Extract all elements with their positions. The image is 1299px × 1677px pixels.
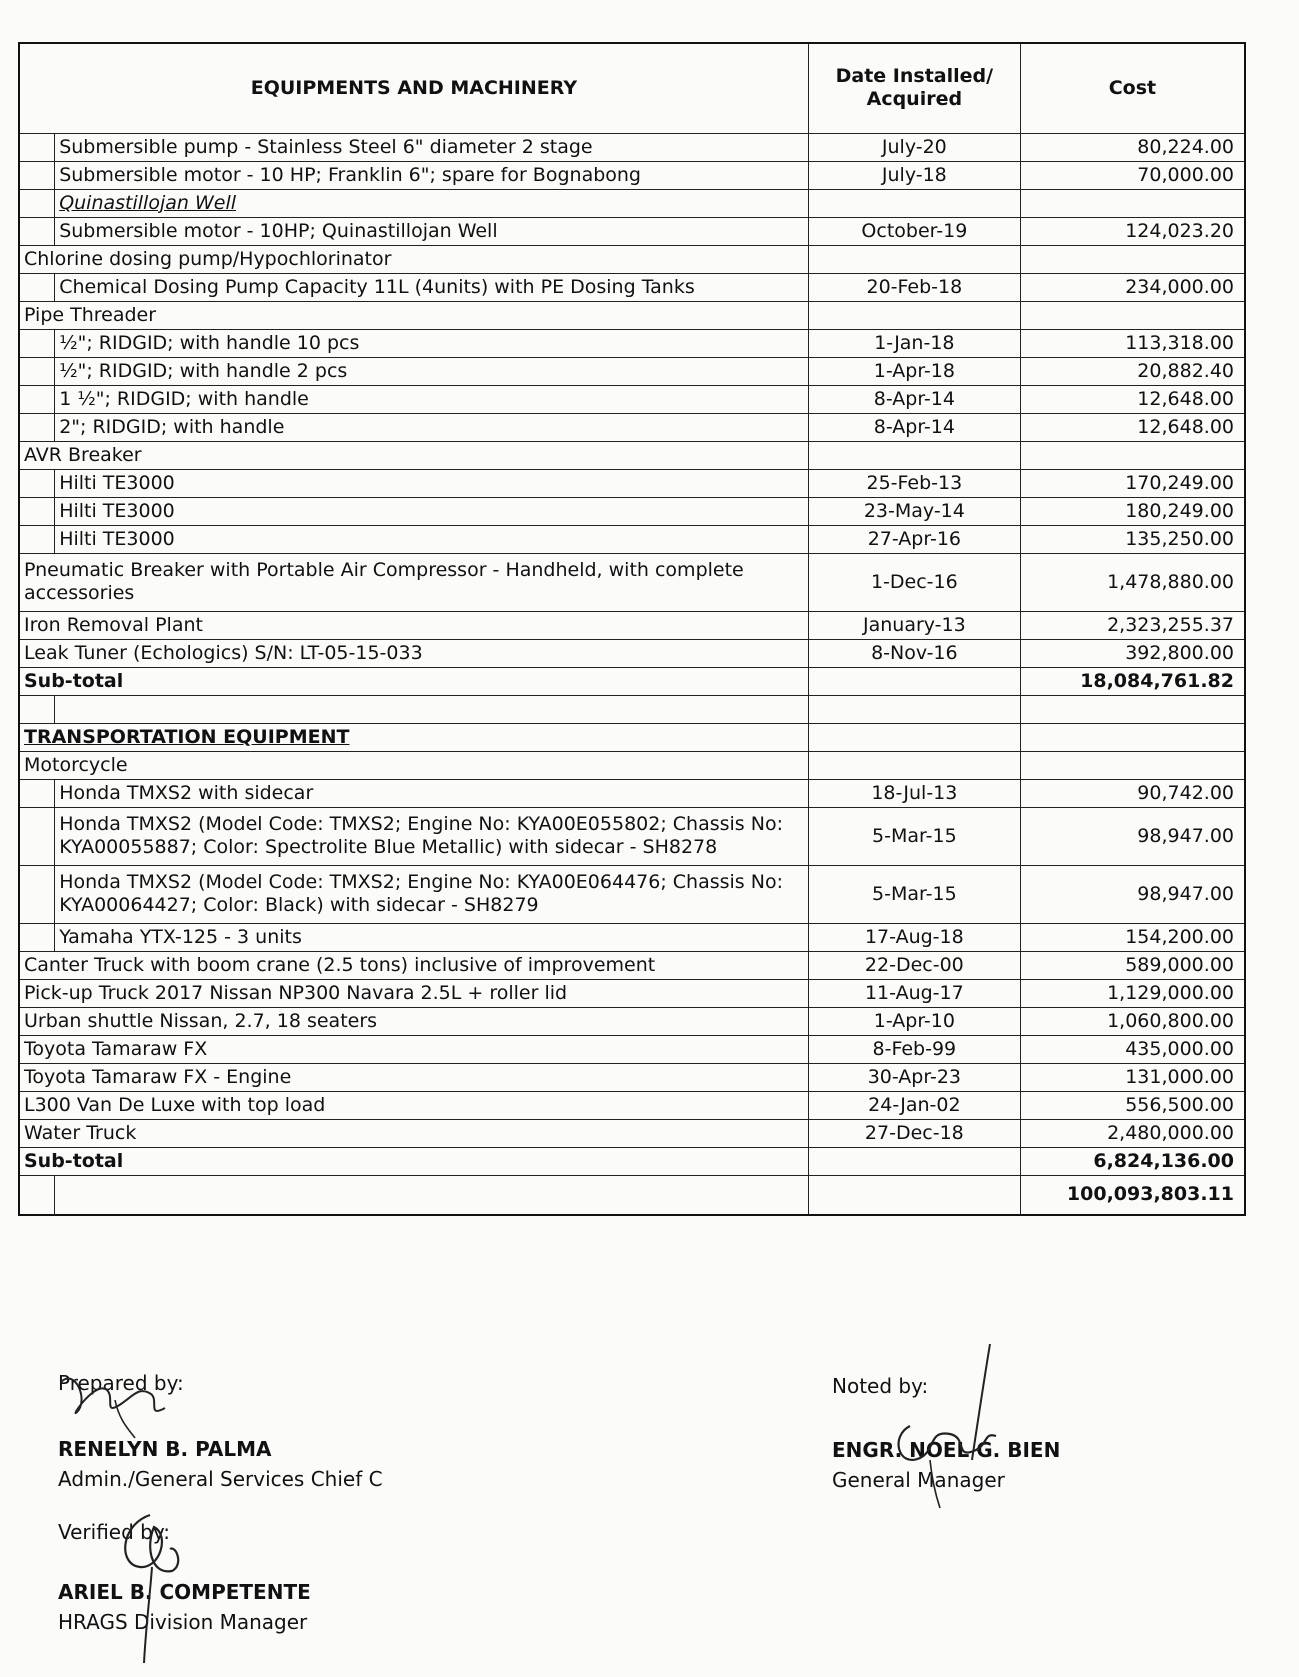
indent-cell [19,865,55,923]
table-row [19,245,1245,273]
table-row [19,667,1245,695]
row-cost: 98,947.00 [1020,865,1245,923]
table-header-row [19,43,1245,133]
table-row [19,553,1245,611]
table-row [19,1007,1245,1035]
row-date [808,441,1020,469]
row-description: 2"; RIDGID; with handle [55,413,809,441]
table-row [19,1147,1245,1175]
row-date: January-13 [808,611,1020,639]
row-date: 1-Apr-18 [808,357,1020,385]
header-equipment: EQUIPMENTS AND MACHINERY [19,43,808,133]
row-date [808,245,1020,273]
row-cost: 90,742.00 [1020,779,1245,807]
row-description: Pneumatic Breaker with Portable Air Compressor - Handheld, with complete accessories [19,553,808,611]
prepared-by-label: Prepared by: [58,1371,184,1395]
noted-by-name: ENGR. NOEL G. BIEN [832,1438,1061,1462]
row-cost: 2,323,255.37 [1020,611,1245,639]
row-cost [1020,189,1245,217]
row-description: Chlorine dosing pump/Hypochlorinator [19,245,808,273]
row-date: 25-Feb-13 [808,469,1020,497]
row-description: Honda TMXS2 (Model Code: TMXS2; Engine No: KYA00E055802; Chassis No: KYA00055887; Color: Spectrolite Blue Metallic) with sidecar - SH8278 [55,807,809,865]
table-row [19,779,1245,807]
prepared-by-title: Admin./General Services Chief C [58,1467,383,1491]
table-row [19,1175,1245,1215]
table-row [19,217,1245,245]
row-description: Pipe Threader [19,301,808,329]
row-date [808,1147,1020,1175]
row-description: Submersible pump - Stainless Steel 6" diameter 2 stage [55,133,809,161]
row-date: 27-Apr-16 [808,525,1020,553]
row-date: July-20 [808,133,1020,161]
table-row [19,133,1245,161]
row-cost: 12,648.00 [1020,413,1245,441]
row-description: Submersible motor - 10 HP; Franklin 6"; spare for Bognabong [55,161,809,189]
row-cost: 131,000.00 [1020,1063,1245,1091]
row-date: 27-Dec-18 [808,1119,1020,1147]
row-cost: 135,250.00 [1020,525,1245,553]
header-date [808,43,1020,133]
row-description: Honda TMXS2 (Model Code: TMXS2; Engine No: KYA00E064476; Chassis No: KYA00064427; Color: Black) with sidecar - SH8279 [55,865,809,923]
row-description: Hilti TE3000 [55,469,809,497]
row-cost: 12,648.00 [1020,385,1245,413]
table-row [19,469,1245,497]
table-row [19,161,1245,189]
indent-cell [19,189,55,217]
table-row [19,979,1245,1007]
table-row [19,525,1245,553]
noted-by-label: Noted by: [832,1374,929,1398]
row-description: Chemical Dosing Pump Capacity 11L (4units) with PE Dosing Tanks [55,273,809,301]
row-date: 1-Apr-10 [808,1007,1020,1035]
row-cost: 1,129,000.00 [1020,979,1245,1007]
row-cost: 1,478,880.00 [1020,553,1245,611]
header-date-line1: Date Installed/ [835,65,994,88]
table-row [19,413,1245,441]
row-date: 1-Jan-18 [808,329,1020,357]
row-cost [1020,751,1245,779]
row-date [808,1175,1020,1215]
row-date: October-19 [808,217,1020,245]
row-cost [1020,695,1245,723]
row-cost: 556,500.00 [1020,1091,1245,1119]
row-date: July-18 [808,161,1020,189]
table-row [19,189,1245,217]
row-cost: 18,084,761.82 [1020,667,1245,695]
table-row [19,723,1245,751]
row-date: 5-Mar-15 [808,807,1020,865]
row-cost [1020,245,1245,273]
row-date: 11-Aug-17 [808,979,1020,1007]
row-description: L300 Van De Luxe with top load [19,1091,808,1119]
row-description: Quinastillojan Well [55,189,809,217]
row-description: ½"; RIDGID; with handle 10 pcs [55,329,809,357]
table-row [19,385,1245,413]
indent-cell [19,695,55,723]
row-date: 8-Apr-14 [808,385,1020,413]
indent-cell [19,807,55,865]
row-cost: 6,824,136.00 [1020,1147,1245,1175]
signature-bien-mark [880,1340,1020,1510]
table-row [19,951,1245,979]
row-date [808,189,1020,217]
table-row [19,357,1245,385]
row-description: TRANSPORTATION EQUIPMENT [19,723,808,751]
row-description: Urban shuttle Nissan, 2.7, 18 seaters [19,1007,808,1035]
row-description: Submersible motor - 10HP; Quinastillojan Well [55,217,809,245]
row-description [55,1175,809,1215]
row-cost [1020,301,1245,329]
row-cost: 180,249.00 [1020,497,1245,525]
row-date [808,723,1020,751]
table-row [19,301,1245,329]
row-description: Water Truck [19,1119,808,1147]
row-description: Canter Truck with boom crane (2.5 tons) inclusive of improvement [19,951,808,979]
table-row [19,329,1245,357]
row-description: Iron Removal Plant [19,611,808,639]
row-cost: 392,800.00 [1020,639,1245,667]
row-description: Hilti TE3000 [55,497,809,525]
row-cost: 2,480,000.00 [1020,1119,1245,1147]
table-body [19,133,1245,1215]
row-date: 24-Jan-02 [808,1091,1020,1119]
row-description: Leak Tuner (Echologics) S/N: LT-05-15-033 [19,639,808,667]
row-cost: 234,000.00 [1020,273,1245,301]
indent-cell [19,273,55,301]
table-row [19,611,1245,639]
signature-palma-mark [55,1360,185,1440]
indent-cell [19,779,55,807]
row-date [808,695,1020,723]
header-date-line2: Acquired [866,88,963,111]
row-cost: 113,318.00 [1020,329,1245,357]
indent-cell [19,1175,55,1215]
table-row [19,923,1245,951]
row-description [55,695,809,723]
row-cost: 98,947.00 [1020,807,1245,865]
row-description: Sub-total [19,667,808,695]
verified-by-title: HRAGS Division Manager [58,1610,308,1634]
row-description: Yamaha YTX-125 - 3 units [55,923,809,951]
indent-cell [19,525,55,553]
row-date: 20-Feb-18 [808,273,1020,301]
indent-cell [19,133,55,161]
table-row [19,1091,1245,1119]
indent-cell [19,385,55,413]
row-cost: 80,224.00 [1020,133,1245,161]
table-row [19,1035,1245,1063]
header-cost: Cost [1020,43,1245,133]
row-date: 30-Apr-23 [808,1063,1020,1091]
equipment-table [18,42,1246,1216]
row-date: 8-Nov-16 [808,639,1020,667]
row-date: 8-Feb-99 [808,1035,1020,1063]
row-date: 8-Apr-14 [808,413,1020,441]
indent-cell [19,923,55,951]
row-date: 5-Mar-15 [808,865,1020,923]
row-date: 22-Dec-00 [808,951,1020,979]
row-description: Honda TMXS2 with sidecar [55,779,809,807]
row-date: 18-Jul-13 [808,779,1020,807]
row-date: 23-May-14 [808,497,1020,525]
row-cost: 20,882.40 [1020,357,1245,385]
indent-cell [19,217,55,245]
row-date [808,751,1020,779]
table-row [19,273,1245,301]
noted-by-title: General Manager [832,1468,1005,1492]
table-row [19,807,1245,865]
indent-cell [19,329,55,357]
signature-competente-mark [110,1505,200,1665]
row-description: Motorcycle [19,751,808,779]
indent-cell [19,497,55,525]
indent-cell [19,357,55,385]
row-cost: 1,060,800.00 [1020,1007,1245,1035]
row-description: Sub-total [19,1147,808,1175]
row-description: 1 ½"; RIDGID; with handle [55,385,809,413]
grand-total: 100,093,803.11 [1020,1175,1245,1215]
table-row [19,751,1245,779]
verified-by-label: Verified by: [58,1520,170,1544]
row-cost [1020,441,1245,469]
row-description: AVR Breaker [19,441,808,469]
table-row [19,1063,1245,1091]
table-row [19,639,1245,667]
verified-by-name: ARIEL B. COMPETENTE [58,1580,311,1604]
table-row [19,441,1245,469]
table-row [19,865,1245,923]
row-description: Toyota Tamaraw FX [19,1035,808,1063]
table-row [19,695,1245,723]
row-cost: 589,000.00 [1020,951,1245,979]
indent-cell [19,469,55,497]
indent-cell [19,161,55,189]
row-description: ½"; RIDGID; with handle 2 pcs [55,357,809,385]
row-cost: 435,000.00 [1020,1035,1245,1063]
prepared-by-name: RENELYN B. PALMA [58,1437,272,1461]
row-cost [1020,723,1245,751]
row-date: 1-Dec-16 [808,553,1020,611]
row-cost: 170,249.00 [1020,469,1245,497]
table-row [19,497,1245,525]
row-description: Hilti TE3000 [55,525,809,553]
row-date [808,667,1020,695]
table-row [19,1119,1245,1147]
row-cost: 124,023.20 [1020,217,1245,245]
row-cost: 70,000.00 [1020,161,1245,189]
row-description: Pick-up Truck 2017 Nissan NP300 Navara 2.5L + roller lid [19,979,808,1007]
indent-cell [19,413,55,441]
row-description: Toyota Tamaraw FX - Engine [19,1063,808,1091]
row-date: 17-Aug-18 [808,923,1020,951]
row-cost: 154,200.00 [1020,923,1245,951]
row-date [808,301,1020,329]
